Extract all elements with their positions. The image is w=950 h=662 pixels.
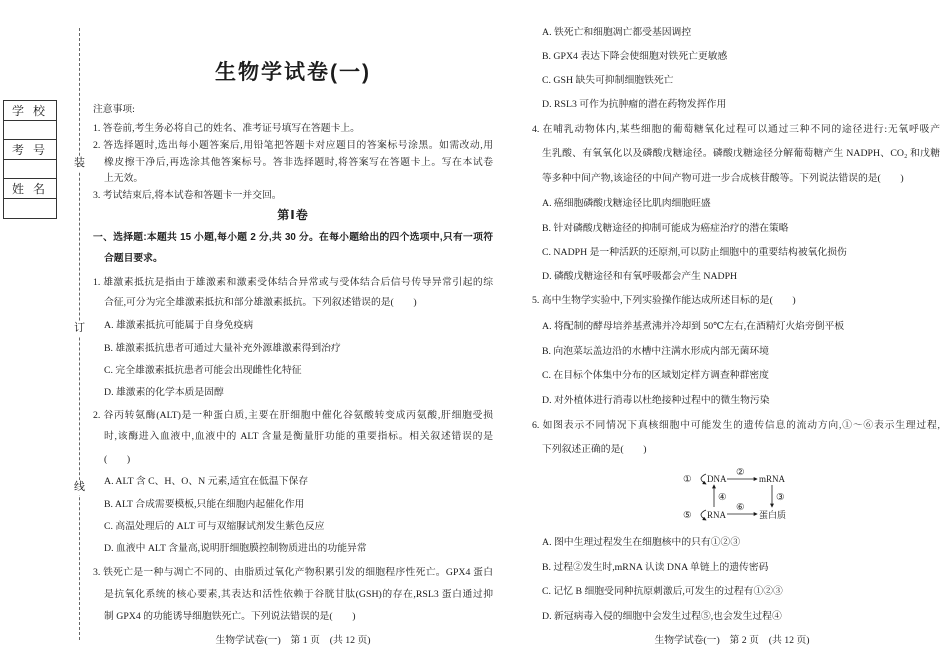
notice-line: 2. 答选择题时,选出每小题答案后,用铅笔把答题卡对应题目的答案标号涂黑。如需改动,用 [93, 140, 493, 151]
question-5-option-d: D. 对外植体进行消毒以杜绝接种过程中的微生物污染 [542, 395, 770, 406]
binding-mark-zhuang: 装 [74, 157, 85, 169]
question-2-option-a: A. ALT 含 C、H、O、N 元素,适宜在低温下保存 [104, 476, 309, 487]
rna-replication-loop-arrow [701, 510, 706, 520]
question-4-option-b: B. 针对磷酸戊糖途径的抑制可能成为癌症治疗的潜在策略 [542, 223, 789, 234]
name-label: 姓 名 [4, 179, 56, 199]
question-1-stem: 合征,可分为完全雄激素抵抗和部分雄激素抵抗。下列叙述错误的是( ) [104, 297, 417, 308]
question-4-option-d: D. 磷酸戊糖途径和有氧呼吸都会产生 NADPH [542, 271, 738, 282]
page-2-footer: 生物学试卷(一) 第 2 页 (共 12 页) [654, 635, 810, 646]
process-label-6: ⑥ [736, 503, 745, 513]
node-protein: 蛋白质 [759, 510, 787, 520]
question-1-option-a: A. 雄激素抵抗可能属于自身免疫病 [104, 320, 254, 331]
student-info-box [3, 100, 57, 219]
school-label: 学 校 [4, 101, 56, 121]
notice-line: 3. 考试结束后,将本试卷和答题卡一并交回。 [93, 190, 282, 201]
node-rna: RNA [707, 510, 727, 520]
question-2-stem: 2. 谷丙转氨酶(ALT)是一种蛋白质,主要在肝细胞中催化谷氨酸转变成丙氨酸,肝细胞受损 [93, 410, 493, 421]
question-3-option-c: C. GSH 缺失可抑制细胞铁死亡 [542, 75, 674, 86]
question-5-option-a: A. 将配制的酵母培养基煮沸并冷却到 50℃左右,在酒精灯火焰旁倒平板 [542, 321, 845, 332]
question-3-option-a: A. 铁死亡和细胞凋亡都受基因调控 [542, 27, 692, 38]
process-label-5: ⑤ [683, 511, 692, 521]
exam-title: 生物学试卷(一) [215, 61, 371, 84]
binding-mark-xian: 线 [74, 481, 85, 493]
exam-number-label: 考 号 [4, 140, 56, 160]
question-3-option-b: B. GPX4 表达下降会使细胞对铁死亡更敏感 [542, 51, 728, 62]
question-4-stem: 等多种中间产物,该途径的中间产物可进一步合成核苷酸等。下列说法错误的是( ) [542, 173, 904, 184]
question-2-stem: ( ) [104, 454, 131, 465]
question-6-stem: 下列叙述正确的是( ) [542, 444, 647, 455]
question-4-stem: 生乳酸、有氧氧化以及磷酸戊糖途径。磷酸戊糖途径分解葡萄糖产生 NADPH、CO₂ 和戊糖 [542, 148, 940, 159]
question-3-stem: 是抗氧化系统的核心要素,其表达和活性依赖于谷胱甘肽(GSH)的存在,RSL3 蛋白通过抑 [104, 589, 493, 600]
notice-line: 上无效。 [104, 173, 144, 184]
question-1-option-b: B. 雄激素抵抗患者可通过大量补充外源雄激素得到治疗 [104, 343, 341, 354]
section-instruction: 合题目要求。 [104, 253, 163, 264]
process-label-2: ② [736, 468, 745, 478]
question-1-option-c: C. 完全雄激素抵抗患者可能会出现雌性化特征 [104, 365, 302, 376]
process-label-1: ① [683, 475, 692, 485]
question-3-stem: 3. 铁死亡是一种与凋亡不同的、由脂质过氧化产物积累引发的细胞程序性死亡。GPX4 蛋白 [93, 567, 493, 578]
process-label-4: ④ [718, 493, 727, 503]
exam-number-field [4, 160, 56, 179]
replication-loop-arrow [701, 474, 706, 484]
question-2-option-b: B. ALT 合成需要模板,只能在细胞内起催化作用 [104, 499, 305, 510]
question-6-option-c: C. 记忆 B 细胞受同种抗原刺激后,可发生的过程有①②③ [542, 586, 783, 597]
notice-line: 橡皮擦干净后,再选涂其他答案标号。答非选择题时,将答案写在答题卡上。写在本试卷 [104, 157, 493, 168]
notice-heading: 注意事项: [93, 104, 135, 115]
question-5-option-c: C. 在目标个体集中分布的区域划定样方调查种群密度 [542, 370, 769, 381]
page-1-footer: 生物学试卷(一) 第 1 页 (共 12 页) [215, 635, 371, 646]
notice-line: 1. 答卷前,考生务必将自己的姓名、准考证号填写在答题卡上。 [93, 123, 360, 134]
question-3-option-d: D. RSL3 可作为抗肿瘤的潜在药物发挥作用 [542, 99, 727, 110]
name-field [4, 199, 56, 218]
question-6-option-b: B. 过程②发生时,mRNA 认读 DNA 单链上的遗传密码 [542, 562, 769, 573]
question-2-option-d: D. 血液中 ALT 含量高,说明肝细胞膜控制物质进出的功能异常 [104, 543, 367, 554]
binding-mark-ding: 订 [74, 322, 85, 334]
question-2-option-c: C. 高温处理后的 ALT 可与双缩脲试剂发生紫色反应 [104, 521, 325, 532]
question-3-stem: 制 GPX4 的功能诱导细胞铁死亡。下列说法错误的是( ) [104, 611, 356, 622]
question-1-option-d: D. 雄激素的化学本质是固醇 [104, 387, 224, 398]
question-4-option-c: C. NADPH 是一种活跃的还原剂,可以防止细胞中的重要结构被氧化损伤 [542, 247, 847, 258]
question-2-stem: 时,该酶进入血液中,血液中的 ALT 含量是衡量肝功能的重要指标。相关叙述错误的是 [104, 431, 493, 442]
genetic-information-flow-diagram [680, 463, 800, 525]
node-mrna: mRNA [759, 474, 786, 484]
section-instruction: 一、选择题:本题共 15 小题,每小题 2 分,共 30 分。在每小题给出的四个选项中,只有一项符 [93, 232, 493, 243]
question-6-stem: 6. 如图表示不同情况下真核细胞中可能发生的遗传信息的流动方向,①～⑥表示生理过程, [532, 420, 940, 431]
question-6-option-d: D. 新冠病毒入侵的细胞中会发生过程⑤,也会发生过程④ [542, 611, 782, 622]
school-field [4, 121, 56, 140]
question-4-stem: 4. 在哺乳动物体内,某些细胞的葡萄糖氧化过程可以通过三种不同的途径进行:无氧呼吸产 [532, 124, 940, 135]
section-title: 第Ⅰ卷 [277, 208, 309, 222]
question-5-stem: 5. 高中生物学实验中,下列实验操作能达成所述目标的是( ) [532, 295, 796, 306]
question-4-option-a: A. 癌细胞磷酸戊糖途径比肌肉细胞旺盛 [542, 198, 711, 209]
node-dna: DNA [707, 474, 727, 484]
question-5-option-b: B. 向泡菜坛盖边沿的水槽中注满水形成内部无菌环境 [542, 346, 769, 357]
process-label-3: ③ [776, 493, 785, 503]
question-1-stem: 1. 雄激素抵抗是指由于雄激素和激素受体结合异常或与受体结合后信号传导异常引起的综 [93, 277, 493, 288]
question-6-option-a: A. 图中生理过程发生在细胞核中的只有①②③ [542, 537, 741, 548]
